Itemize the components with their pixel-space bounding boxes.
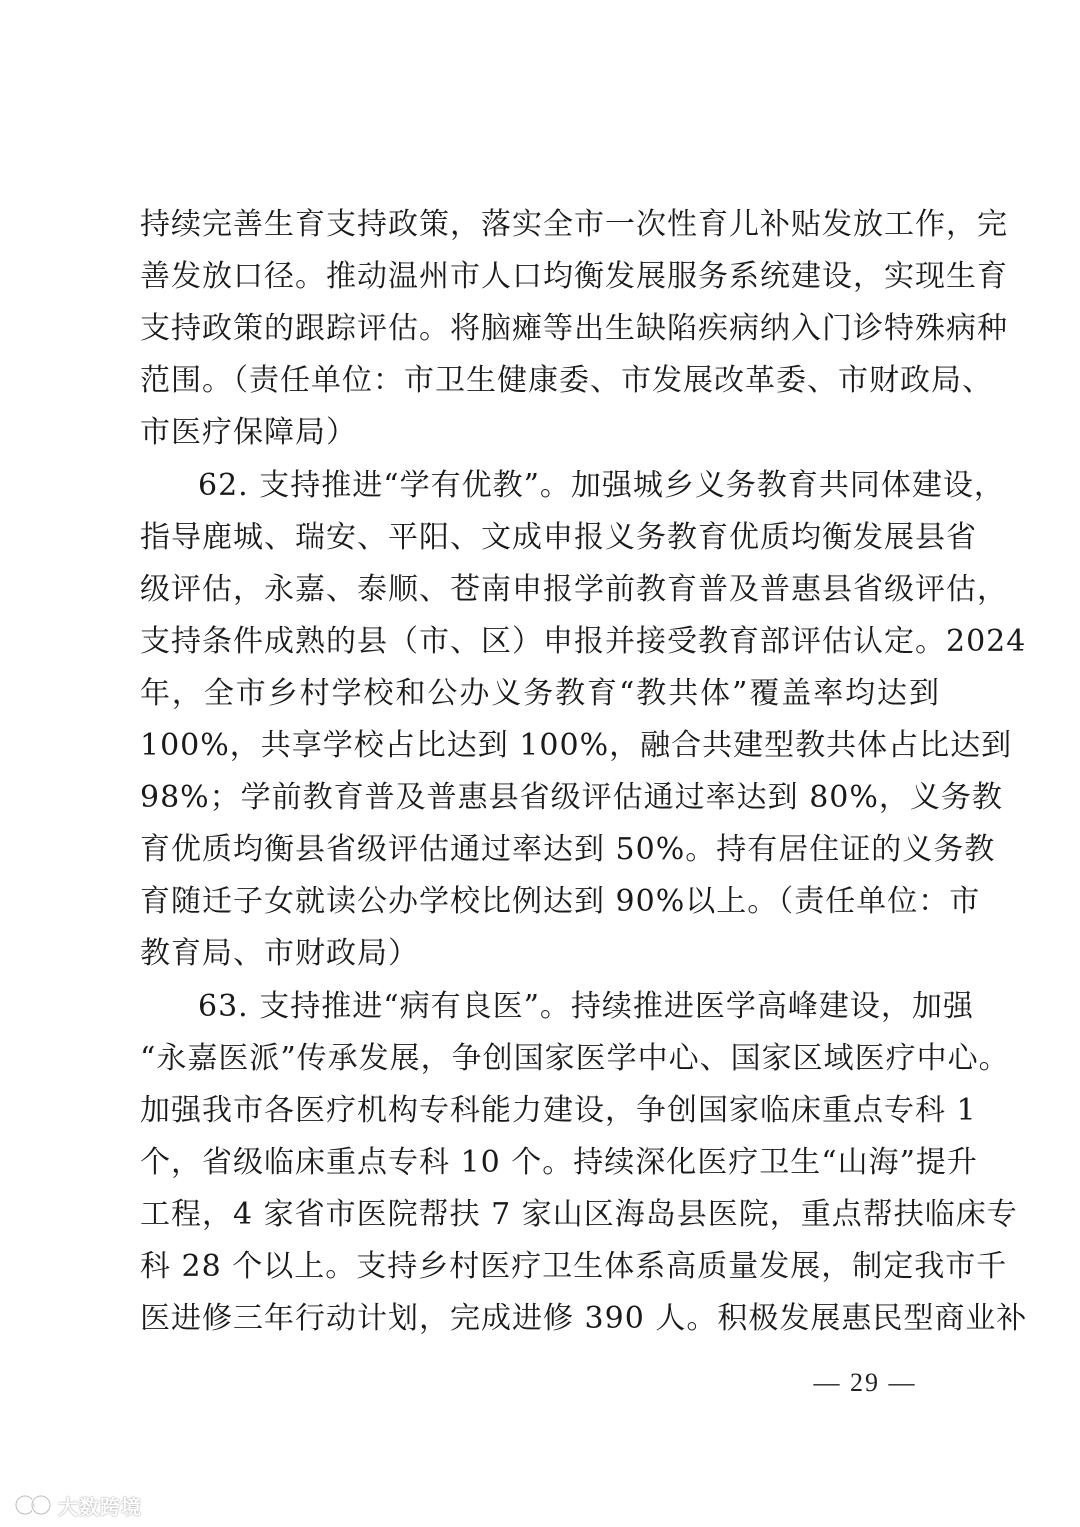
text-line: 63. 支持推进“病有良医”。持续推进医学高峰建设，加强 — [198, 989, 974, 1024]
text-line: “永嘉医派”传承发展，争创国家医学中心、国家区域医疗中心。 — [140, 1041, 1010, 1076]
text-line: 善发放口径。推动温州市人口均衡发展服务系统建设，实现生育 — [140, 259, 1008, 294]
text-line: 工程，4 家省市医院帮扶 7 家山区海岛县医院，重点帮扶临床专 — [140, 1197, 1018, 1232]
text-line: 加强我市各医疗机构专科能力建设，争创国家临床重点专科 1 — [140, 1093, 977, 1128]
brand-logo-icon — [14, 1492, 54, 1518]
text-line: 医进修三年行动计划，完成进修 390 人。积极发展惠民型商业补 — [140, 1301, 1028, 1336]
text-line: 62. 支持推进“学有优教”。加强城乡义务教育共同体建设， — [198, 468, 1005, 503]
text-line: 持续完善生育支持政策，落实全市一次性育儿补贴发放工作，完 — [140, 207, 1008, 242]
watermark-text: 大数跨境 — [58, 1494, 142, 1519]
text-line: 指导鹿城、瑞安、平阳、文成申报义务教育优质均衡发展县省 — [140, 520, 977, 555]
text-line: 范围。（责任单位：市卫生健康委、市发展改革委、市财政局、 — [140, 363, 993, 398]
text-line: 年，全市乡村学校和公办义务教育“教共体”覆盖率均达到 — [140, 676, 940, 711]
text-line: 育随迁子女就读公办学校比例达到 90%以上。（责任单位：市 — [140, 884, 981, 919]
text-line: 100%，共享学校占比达到 100%，融合共建型教共体占比达到 — [140, 728, 1013, 763]
text-line: 市医疗保障局） — [140, 415, 357, 450]
text-line: 科 28 个以上。支持乡村医疗卫生体系高质量发展，制定我市千 — [140, 1249, 1008, 1284]
text-line: 教育局、市财政局） — [140, 936, 419, 971]
text-line: 支持条件成熟的县（市、区）申报并接受教育部评估认定。2024 — [140, 624, 1027, 659]
text-line: 个，省级临床重点专科 10 个。持续深化医疗卫生“山海”提升 — [140, 1145, 978, 1180]
text-line: 级评估，永嘉、泰顺、苍南申报学前教育普及普惠县省级评估， — [140, 572, 1008, 607]
text-line: 育优质均衡县省级评估通过率达到 50%。持有居住证的义务教 — [140, 832, 996, 867]
text-line: 98%；学前教育普及普惠县省级评估通过率达到 80%，义务教 — [140, 780, 1003, 815]
watermark — [14, 1490, 142, 1520]
text-line: 支持政策的跟踪评估。将脑瘫等出生缺陷疾病纳入门诊特殊病种 — [140, 311, 1008, 346]
page-number: — 29 — — [813, 1368, 917, 1397]
